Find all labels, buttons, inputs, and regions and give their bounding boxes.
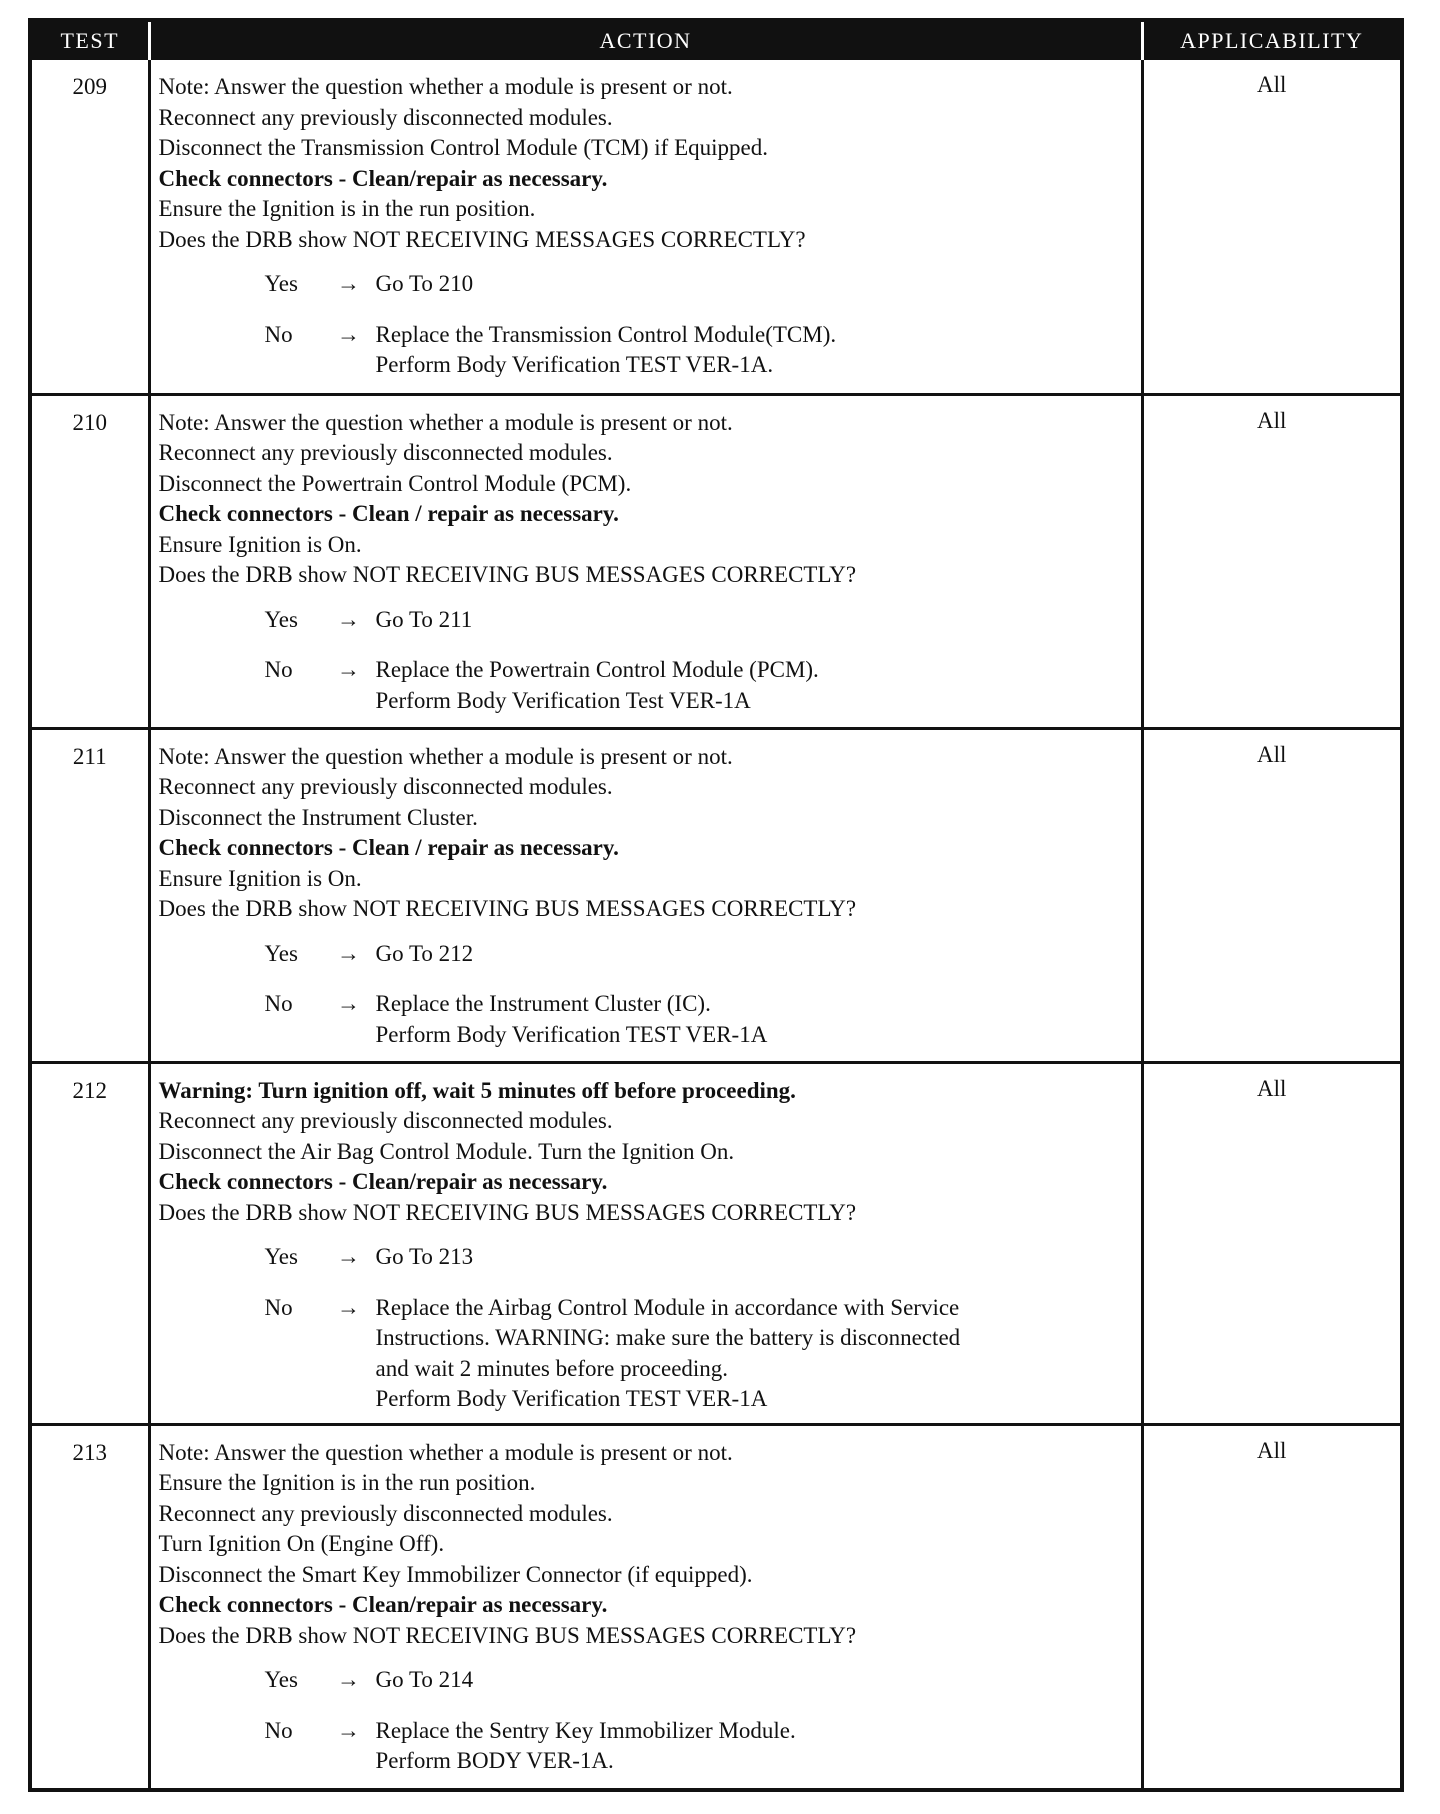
action-line: Ensure Ignition is On.: [158, 865, 362, 891]
yes-label: Yes: [264, 1667, 298, 1692]
test-number: 212: [32, 1062, 149, 1424]
yes-outcome: [376, 269, 1131, 300]
action-line: Does the DRB show NOT RECEIVING BUS MESSAGES CORRECTLY?: [158, 1199, 857, 1225]
outcome-line: Perform Body Verification TEST VER-1A: [375, 1386, 768, 1411]
header-test: TEST: [32, 22, 149, 60]
action-line: Turn Ignition On (Engine Off).: [158, 1531, 445, 1556]
table-row: [32, 60, 1400, 394]
applicability-cell: All: [1142, 60, 1400, 394]
applicability-cell: All: [1142, 1424, 1400, 1788]
diagnostic-test-table: [32, 22, 1400, 1788]
outcome-line: Go To 211: [375, 606, 473, 632]
right-arrow-icon: →: [337, 1294, 360, 1320]
outcome-line: Perform Body Verification TEST VER-1A: [375, 1021, 768, 1047]
right-arrow-icon: →: [337, 940, 360, 966]
action-line: Note: Answer the question whether a module is present or not.: [158, 1439, 733, 1465]
action-line: Disconnect the Smart Key Immobilizer Connector (if equipped).: [158, 1561, 753, 1587]
action-line: Reconnect any previously disconnected modules.: [158, 440, 613, 465]
right-arrow-icon: →: [337, 321, 360, 347]
no-response: [159, 1716, 1131, 1777]
table-row: [32, 394, 1400, 728]
test-number: 209: [32, 60, 149, 394]
yes-label: Yes: [264, 940, 298, 966]
action-line: Does the DRB show NOT RECEIVING BUS MESSAGES CORRECTLY?: [158, 896, 857, 921]
action-line: Note: Answer the question whether a module is present or not.: [158, 74, 733, 99]
outcome-line: Replace the Sentry Key Immobilizer Module.: [375, 1717, 796, 1743]
action-line: Reconnect any previously disconnected modules.: [158, 1108, 613, 1133]
yes-response: [159, 1665, 1131, 1696]
table-row: [32, 1062, 1400, 1424]
right-arrow-icon: →: [337, 657, 360, 682]
table-row: [32, 1424, 1400, 1788]
test-number: 213: [32, 1424, 149, 1788]
no-label: No: [264, 991, 293, 1016]
outcome-line: and wait 2 minutes before proceeding.: [375, 1355, 729, 1381]
action-cell: [149, 1424, 1142, 1788]
yes-response: [159, 939, 1131, 970]
applicability-cell: All: [1142, 394, 1400, 728]
right-arrow-icon: →: [337, 271, 360, 296]
action-line-emphasis: Check connectors - Clean / repair as necessary.: [158, 501, 619, 526]
right-arrow-icon: →: [337, 1667, 360, 1692]
action-line: Note: Answer the question whether a module is present or not.: [158, 409, 733, 435]
action-line: Reconnect any previously disconnected modules.: [158, 774, 613, 799]
applicability-cell: All: [1142, 1062, 1400, 1424]
outcome-line: Go To 210: [375, 271, 474, 296]
outcome-line: Replace the Instrument Cluster (IC).: [375, 991, 711, 1016]
diagnostic-test-table-page: [28, 18, 1404, 1792]
yes-response: [159, 1242, 1131, 1273]
header-applicability: APPLICABILITY: [1142, 22, 1400, 60]
right-arrow-icon: →: [337, 606, 360, 632]
no-label: No: [264, 321, 293, 347]
no-label: No: [264, 1294, 293, 1320]
action-line: Disconnect the Powertrain Control Module (PCM).: [158, 470, 632, 496]
outcome-line: Replace the Transmission Control Module(TCM).: [375, 321, 837, 347]
no-response: [159, 655, 1131, 716]
action-cell: [149, 1062, 1142, 1424]
no-outcome: [376, 655, 1131, 716]
action-line-emphasis: Check connectors - Clean/repair as necessary.: [158, 1592, 608, 1617]
action-line-emphasis: Check connectors - Clean/repair as necessary.: [158, 1169, 608, 1194]
action-line: Does the DRB show NOT RECEIVING BUS MESSAGES CORRECTLY?: [158, 562, 857, 587]
outcome-line: Perform BODY VER-1A.: [375, 1748, 614, 1773]
action-line: Disconnect the Transmission Control Module (TCM) if Equipped.: [158, 135, 768, 160]
outcome-line: Replace the Airbag Control Module in accordance with Service: [375, 1294, 960, 1320]
no-response: [159, 1293, 1131, 1415]
table-header: [32, 22, 1400, 60]
action-cell: [149, 60, 1142, 394]
yes-label: Yes: [264, 271, 298, 296]
no-response: [159, 320, 1131, 381]
yes-outcome: [376, 1242, 1131, 1273]
action-cell: [149, 394, 1142, 728]
action-line-emphasis: Check connectors - Clean/repair as necessary.: [158, 165, 608, 191]
no-response: [159, 989, 1131, 1050]
outcome-line: Go To 212: [375, 940, 474, 966]
no-label: No: [264, 657, 293, 682]
applicability-cell: All: [1142, 728, 1400, 1062]
no-outcome: [376, 989, 1131, 1050]
action-line: Ensure the Ignition is in the run position.: [158, 196, 536, 221]
action-line-emphasis: Warning: Turn ignition off, wait 5 minutes off before proceeding.: [158, 1077, 796, 1103]
action-line: Disconnect the Instrument Cluster.: [158, 804, 478, 830]
no-outcome: [376, 320, 1131, 381]
action-line: Does the DRB show NOT RECEIVING BUS MESSAGES CORRECTLY?: [158, 1622, 857, 1648]
right-arrow-icon: →: [337, 991, 360, 1016]
outcome-line: Replace the Powertrain Control Module (PCM).: [375, 657, 819, 682]
action-line-emphasis: Check connectors - Clean / repair as necessary.: [158, 835, 619, 860]
action-cell: [149, 728, 1142, 1062]
right-arrow-icon: →: [337, 1244, 360, 1269]
table-body: [32, 60, 1400, 1788]
action-line: Reconnect any previously disconnected modules.: [158, 1500, 613, 1526]
outcome-line: Perform Body Verification Test VER-1A: [375, 687, 751, 713]
outcome-line: Go To 213: [375, 1244, 474, 1269]
action-line: Ensure the Ignition is in the run position.: [158, 1470, 536, 1495]
no-outcome: [376, 1716, 1131, 1777]
yes-outcome: [376, 939, 1131, 970]
action-line: Does the DRB show NOT RECEIVING MESSAGES CORRECTLY?: [158, 226, 806, 252]
outcome-line: Go To 214: [375, 1667, 474, 1692]
action-line: Disconnect the Air Bag Control Module. Turn the Ignition On.: [158, 1138, 735, 1164]
no-outcome: [376, 1293, 1131, 1415]
yes-response: [159, 269, 1131, 300]
yes-response: [159, 605, 1131, 636]
yes-label: Yes: [264, 1244, 298, 1269]
yes-label: Yes: [264, 606, 298, 632]
outcome-line: Perform Body Verification TEST VER-1A.: [375, 352, 774, 377]
right-arrow-icon: →: [337, 1717, 360, 1743]
no-label: No: [264, 1717, 293, 1743]
test-number: 210: [32, 394, 149, 728]
yes-outcome: [376, 1665, 1131, 1696]
action-line: Ensure Ignition is On.: [158, 531, 362, 557]
header-action: ACTION: [149, 22, 1142, 60]
action-line: Note: Answer the question whether a module is present or not.: [158, 743, 733, 769]
table-row: [32, 728, 1400, 1062]
outcome-line: Instructions. WARNING: make sure the battery is disconnected: [375, 1325, 961, 1350]
test-number: 211: [32, 728, 149, 1062]
yes-outcome: [376, 605, 1131, 636]
action-line: Reconnect any previously disconnected modules.: [158, 104, 613, 130]
